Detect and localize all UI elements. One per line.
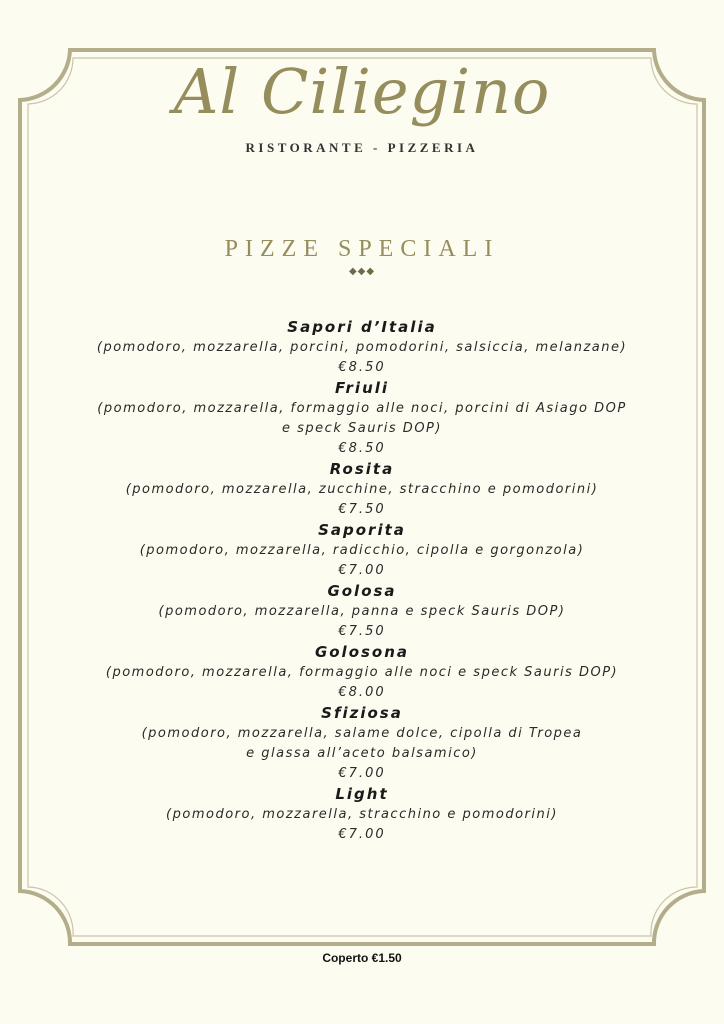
item-name: Golosa xyxy=(327,582,397,600)
item-description: (pomodoro, mozzarella, formaggio alle noci e speck Sauris DOP) xyxy=(105,665,619,680)
menu-item xyxy=(60,703,664,784)
item-price: €8.50 xyxy=(338,360,386,375)
item-description: (pomodoro, mozzarella, stracchino e pomodorini) xyxy=(166,807,558,822)
item-price: €8.50 xyxy=(338,441,386,456)
menu-item xyxy=(60,581,664,642)
item-description: (pomodoro, mozzarella, panna e speck Sauris DOP) xyxy=(158,604,566,619)
coperto-note: Coperto €1.50 xyxy=(322,951,402,965)
item-name: Rosita xyxy=(329,460,395,478)
item-name: Sapori d’Italia xyxy=(287,318,437,336)
item-name: Sfiziosa xyxy=(321,704,403,722)
item-price: €8.00 xyxy=(338,685,386,700)
item-name: Light xyxy=(335,785,389,803)
menu-item xyxy=(60,642,664,703)
item-price: €7.00 xyxy=(338,766,386,781)
item-description: (pomodoro, mozzarella, salame dolce, cipolla di Tropea e glassa all’aceto balsamico) xyxy=(141,726,583,761)
item-description: (pomodoro, mozzarella, formaggio alle noci, porcini di Asiago DOP e speck Sauris DOP) xyxy=(97,401,627,436)
item-price: €7.00 xyxy=(338,827,386,842)
menu-item xyxy=(60,520,664,581)
menu-item xyxy=(60,784,664,845)
item-price: €7.50 xyxy=(338,502,386,517)
menu-item xyxy=(60,317,664,378)
menu-item xyxy=(60,459,664,520)
diamond-ornament-icon: ◆◆◆ xyxy=(348,266,376,277)
menu-item xyxy=(60,378,664,459)
item-description: (pomodoro, mozzarella, radicchio, cipolla e gorgonzola) xyxy=(139,543,585,558)
section-title: PIZZE SPECIALI xyxy=(224,236,500,262)
restaurant-subtitle: RISTORANTE - PIZZERIA xyxy=(245,140,479,155)
pizza-menu-list xyxy=(60,317,664,845)
item-name: Saporita xyxy=(318,521,406,539)
item-description: (pomodoro, mozzarella, porcini, pomodorini, salsiccia, melanzane) xyxy=(96,340,628,355)
item-name: Friuli xyxy=(334,379,390,397)
restaurant-logo: Al Ciliegino xyxy=(173,55,551,128)
item-name: Golosona xyxy=(314,643,410,661)
item-price: €7.50 xyxy=(338,624,386,639)
item-price: €7.00 xyxy=(338,563,386,578)
item-description: (pomodoro, mozzarella, zucchine, stracchino e pomodorini) xyxy=(125,482,599,497)
